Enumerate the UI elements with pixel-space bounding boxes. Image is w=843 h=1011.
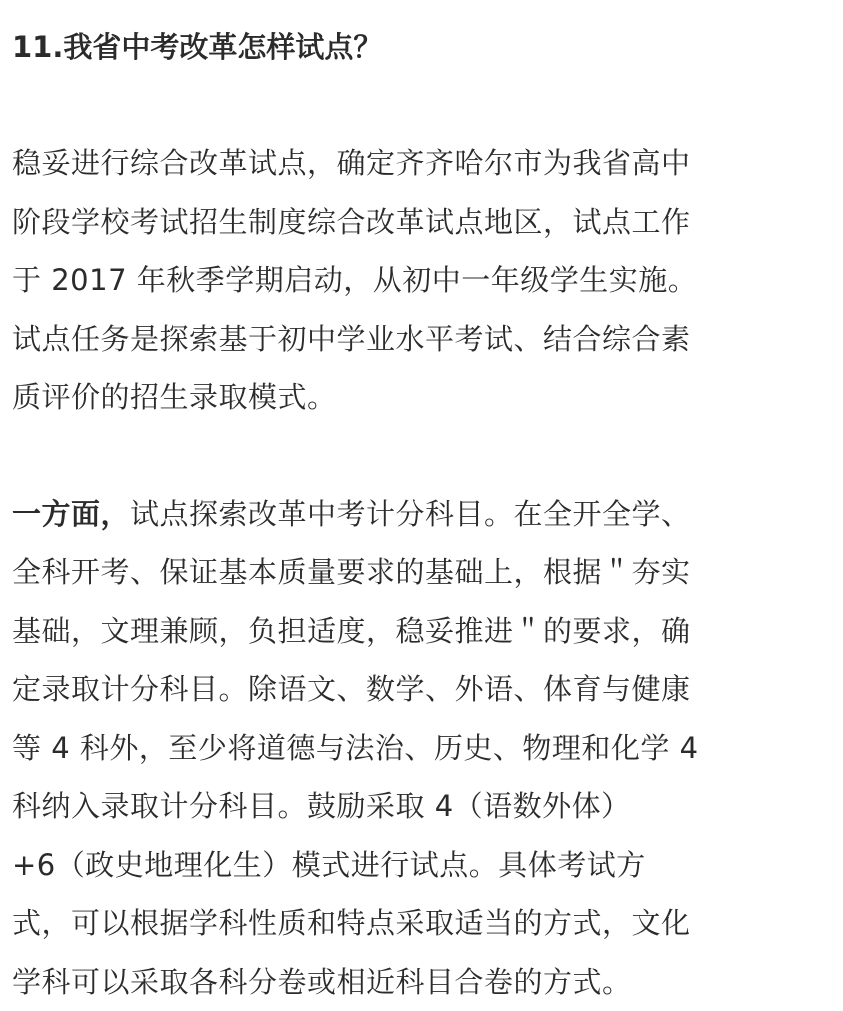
paragraph-scoring-subjects	[12, 485, 843, 1011]
paragraph-line: 于 2017 年秋季学期启动，从初中一年级学生实施。	[12, 251, 843, 310]
paragraph-line: 科纳入录取计分科目。鼓励采取 4（语数外体）	[12, 777, 843, 836]
paragraph-line: 阶段学校考试招生制度综合改革试点地区，试点工作	[12, 193, 843, 252]
blank-line	[12, 76, 843, 134]
paragraph-line: +6（政史地理化生）模式进行试点。具体考试方	[12, 836, 843, 895]
section-title: 11.我省中考改革怎样试点？	[12, 18, 843, 76]
paragraph-line: 质评价的招生录取模式。	[12, 368, 843, 427]
paragraph-line: 基础，文理兼顾，负担适度，稳妥推进＂的要求，确	[12, 602, 843, 661]
paragraph-line: 等 4 科外，至少将道德与法治、历史、物理和化学 4	[12, 719, 843, 778]
paragraph-line: 试点任务是探索基于初中学业水平考试、结合综合素	[12, 310, 843, 369]
paragraph-lead-bold: 一方面，	[12, 497, 130, 531]
paragraph-line: 全科开考、保证基本质量要求的基础上，根据＂夯实	[12, 543, 843, 602]
paragraph-line: 定录取计分科目。除语文、数学、外语、体育与健康	[12, 660, 843, 719]
paragraph-line-rest: 试点探索改革中考计分科目。在全开全学、	[130, 497, 691, 531]
paragraph-line: 学科可以采取各科分卷或相近科目合卷的方式。	[12, 953, 843, 1011]
blank-line	[12, 427, 843, 485]
paragraph-line	[12, 485, 843, 544]
paragraph-pilot-intro	[12, 134, 843, 427]
paragraph-line: 式，可以根据学科性质和特点采取适当的方式，文化	[12, 894, 843, 953]
paragraph-line: 稳妥进行综合改革试点，确定齐齐哈尔市为我省高中	[12, 134, 843, 193]
